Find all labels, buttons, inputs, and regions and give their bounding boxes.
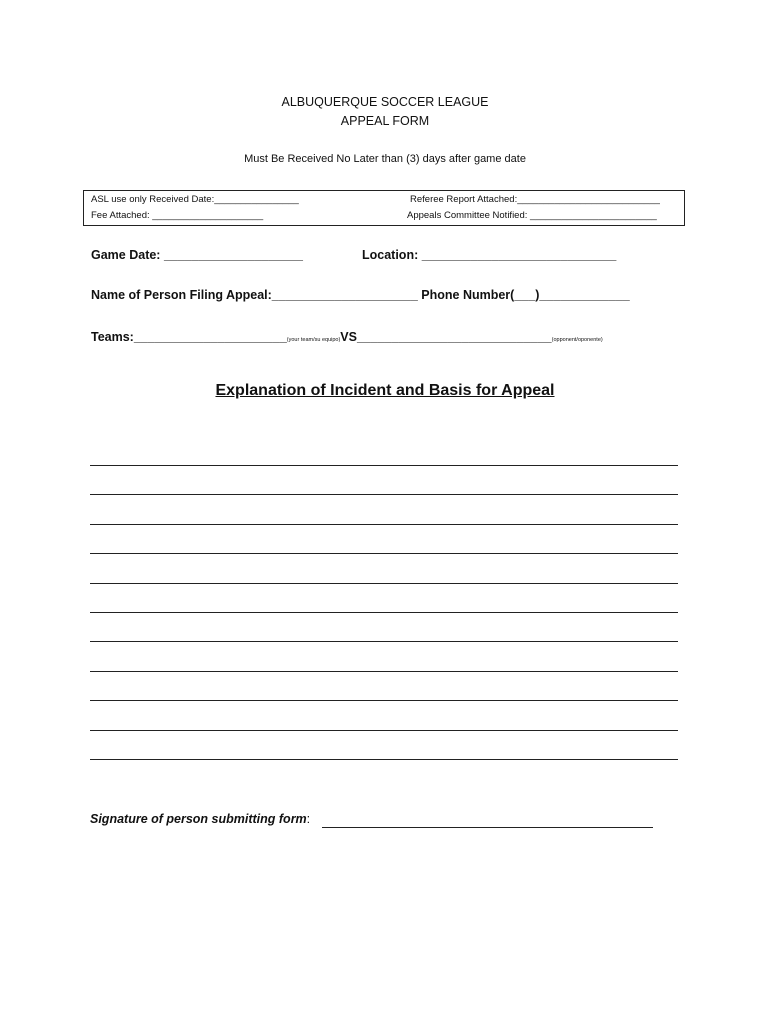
explanation-line[interactable] (90, 494, 678, 495)
filer-phone-field[interactable]: Name of Person Filing Appeal:_____________________ Phone Number(___)_____________ (91, 288, 630, 302)
explanation-line[interactable] (90, 465, 678, 466)
vs-label: VS (340, 330, 357, 344)
explanation-line[interactable] (90, 759, 678, 760)
office-use-box (83, 190, 685, 226)
opponent-blank[interactable]: ____________________________ (356, 330, 552, 344)
referee-report-field[interactable]: Referee Report Attached:___________________________ (410, 194, 660, 205)
teams-label: Teams:______________________ (91, 330, 287, 344)
teams-field[interactable] (91, 330, 603, 344)
explanation-line[interactable] (90, 612, 678, 613)
received-date-field[interactable]: ASL use only Received Date:________________ (91, 194, 299, 205)
explanation-line[interactable] (90, 700, 678, 701)
explanation-heading: Explanation of Incident and Basis for Appeal (215, 382, 555, 399)
your-team-note: (your team/su equipo) (286, 337, 341, 343)
explanation-line[interactable] (90, 641, 678, 642)
explanation-line[interactable] (90, 671, 678, 672)
game-date-field[interactable]: Game Date: ____________________ (91, 248, 303, 262)
form-title: APPEAL FORM (340, 114, 430, 128)
explanation-line[interactable] (90, 553, 678, 554)
signature-line[interactable] (322, 827, 653, 828)
committee-notified-field[interactable]: Appeals Committee Notified: ________________________ (407, 210, 657, 221)
fee-attached-field[interactable]: Fee Attached: _____________________ (91, 210, 264, 221)
league-name: ALBUQUERQUE SOCCER LEAGUE (281, 95, 489, 109)
deadline-note: Must Be Received No Later than (3) days after game date (244, 153, 526, 165)
explanation-line[interactable] (90, 730, 678, 731)
location-field[interactable]: Location: ____________________________ (362, 248, 617, 262)
signature-label: Signature of person submitting form: (90, 812, 311, 826)
explanation-line[interactable] (90, 524, 678, 525)
explanation-line[interactable] (90, 583, 678, 584)
opponent-note: (opponent/oponente) (551, 337, 603, 343)
